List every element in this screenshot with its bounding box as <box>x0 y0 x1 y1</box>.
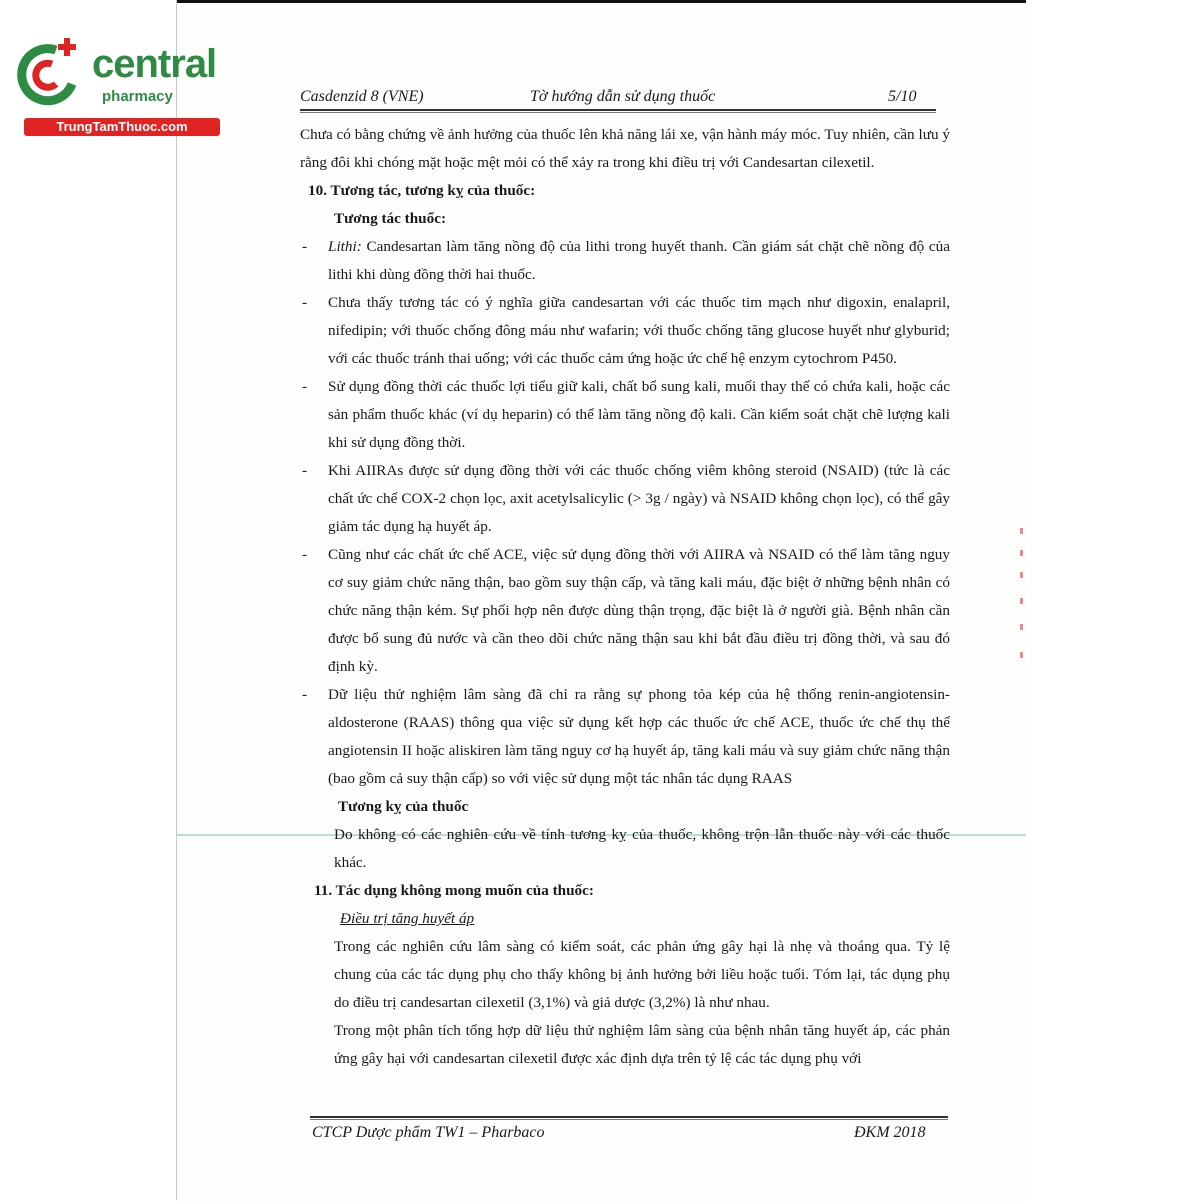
interaction-text: Cũng như các chất ức chế ACE, việc sử dụng đồng thời với AIIRA và NSAID có thể làm tăng nguy cơ suy giảm chức năng thận, bao gồm suy thận cấp, và tăng kali máu, đặc biệt ở những bệnh nhân có chức năng thận kém. Sự phối hợp nên được dùng thận trọng, đặc biệt là ở người già. Bệnh nhân cần được bổ sung đủ nước và cần theo dõi chức năng thận sau khi bắt đầu điều trị đồng thời, và sau đó định kỳ. <box>328 546 950 675</box>
footer-rule-thin <box>310 1119 948 1120</box>
header-page-number: 5/10 <box>888 88 917 105</box>
section-11-title: 11. Tác dụng không mong muốn của thuốc: <box>314 882 594 899</box>
interaction-text: Chưa thấy tương tác có ý nghĩa giữa candesartan với các thuốc tim mạch như digoxin, enalapril, nifedipin; với thuốc chống đông máu như wafarin; với thuốc chống tăng glucose huyết như glyburid; với các thuốc tránh thai uống; với các thuốc cảm ứng hoặc ức chế hệ enzym cytochrom P450. <box>328 294 950 367</box>
central-pharmacy-logo <box>12 38 217 138</box>
drug-interactions-heading: Tương tác thuốc: <box>334 210 447 227</box>
interaction-item-cardiac: - Chưa thấy tương tác có ý nghĩa giữa candesartan với các thuốc tim mạch như digoxin, enalapril, nifedipin; với thuốc chống đông máu như wafarin; với thuốc chống tăng glucose huyết như glyburid; với các thuốc tránh thai uống; với các thuốc cảm ứng hoặc ức chế hệ enzym cytochrom P450. <box>302 294 950 367</box>
interaction-text: Dữ liệu thử nghiệm lâm sàng đã chỉ ra rằng sự phong tỏa kép của hệ thống renin-angiotensin-aldosterone (RAAS) thông qua việc sử dụng kết hợp các thuốc ức chế ACE, thuốc ức chế thụ thể angiotensin II hoặc aliskiren làm tăng nguy cơ hạ huyết áp, tăng kali máu và suy giảm chức năng thận (bao gồm cả suy thận cấp) so với việc sử dụng một tác nhân tác dụng RAAS <box>328 686 950 787</box>
footer-registration: ĐKM 2018 <box>854 1124 926 1141</box>
lithium-label: Lithi: <box>328 238 362 255</box>
interaction-text: Sử dụng đồng thời các thuốc lợi tiểu giữ kali, chất bổ sung kali, muối thay thế có chứa kali, hoặc các sản phẩm thuốc khác (ví dụ heparin) có thể làm tăng nồng độ kali. Cần kiểm soát chặt chẽ lượng kali khi sử dụng đồng thời. <box>328 378 950 451</box>
interaction-item-nsaid: - Khi AIIRAs được sử dụng đồng thời với các thuốc chống viêm không steroid (NSAID) (tức là các chất ức chế COX-2 chọn lọc, axit acetylsalicylic (> 3g / ngày) và NSAID không chọn lọc), có thể gây giảm tác dụng hạ huyết áp. <box>302 462 950 535</box>
interaction-item-lithium: - Lithi: Candesartan làm tăng nồng độ của lithi trong huyết thanh. Cần giám sát chặt chẽ nồng độ của lithi khi dùng đồng thời hai thuốc. <box>302 238 950 283</box>
section-10-title: 10. Tương tác, tương kỵ của thuốc: <box>308 182 536 199</box>
interaction-item-raas: - Dữ liệu thử nghiệm lâm sàng đã chỉ ra rằng sự phong tỏa kép của hệ thống renin-angiotensin-aldosterone (RAAS) thông qua việc sử dụng kết hợp các thuốc ức chế ACE, thuốc ức chế thụ thể angiotensin II hoặc aliskiren làm tăng nguy cơ hạ huyết áp, tăng kali máu và suy giảm chức năng thận (bao gồm cả suy thận cấp) so với việc sử dụng một tác nhân tác dụng RAAS <box>302 686 950 787</box>
adverse-paragraph-2: Trong một phân tích tổng hợp dữ liệu thử nghiệm lâm sàng của bệnh nhân tăng huyết áp, các phản ứng gây hại với candesartan cilexetil được xác định dựa trên tỷ lệ các tác dụng phụ với <box>334 1022 950 1067</box>
document-body <box>300 121 950 1073</box>
intro-paragraph: Chưa có bằng chứng về ảnh hưởng của thuốc lên khả năng lái xe, vận hành máy móc. Tuy nhiên, cần lưu ý rằng đôi khi chóng mặt hoặc mệt mỏi có thể xảy ra trong khi điều trị với Candesartan cilexetil. <box>300 126 950 171</box>
interaction-item-potassium: - Sử dụng đồng thời các thuốc lợi tiểu giữ kali, chất bổ sung kali, muối thay thế có chứa kali, hoặc các sản phẩm thuốc khác (ví dụ heparin) có thể làm tăng nồng độ kali. Cần kiểm soát chặt chẽ lượng kali khi sử dụng đồng thời. <box>302 378 950 451</box>
footer-company: CTCP Dược phẩm TW1 – Pharbaco <box>312 1124 545 1141</box>
header-title: Tờ hướng dẫn sử dụng thuốc <box>530 88 716 105</box>
incompatibility-heading: Tương kỵ của thuốc <box>338 798 469 815</box>
header-rule <box>300 109 936 111</box>
pharmacy-cross-icon <box>12 38 82 108</box>
incompatibility-text: Do không có các nghiên cứu về tính tương kỵ của thuốc, không trộn lẫn thuốc này với các thuốc khác. <box>334 826 950 871</box>
scan-red-marks <box>1018 528 1026 668</box>
hypertension-subheading: Điều trị tăng huyết áp <box>340 910 475 927</box>
interaction-item-ace: - Cũng như các chất ức chế ACE, việc sử dụng đồng thời với AIIRA và NSAID có thể làm tăng nguy cơ suy giảm chức năng thận, bao gồm suy thận cấp, và tăng kali máu, đặc biệt ở những bệnh nhân có chức năng thận kém. Sự phối hợp nên được dùng thận trọng, đặc biệt là ở người già. Bệnh nhân cần được bổ sung đủ nước và cần theo dõi chức năng thận sau khi bắt đầu điều trị đồng thời, và sau đó định kỳ. <box>302 546 950 675</box>
logo-website: TrungTamThuoc.com <box>24 118 220 136</box>
header-product: Casdenzid 8 (VNE) <box>300 88 424 105</box>
interaction-text: Khi AIIRAs được sử dụng đồng thời với các thuốc chống viêm không steroid (NSAID) (tức là các chất ức chế COX-2 chọn lọc, axit acetylsalicylic (> 3g / ngày) và NSAID không chọn lọc), có thể gây giảm tác dụng hạ huyết áp. <box>328 462 950 535</box>
lithium-text: Candesartan làm tăng nồng độ của lithi trong huyết thanh. Cần giám sát chặt chẽ nồng độ của lithi khi dùng đồng thời hai thuốc. <box>328 238 950 283</box>
adverse-paragraph-1: Trong các nghiên cứu lâm sàng có kiểm soát, các phản ứng gây hại là nhẹ và thoáng qua. Tỷ lệ chung của các tác dụng phụ cho thấy không bị ảnh hưởng bởi liều hoặc tuổi. Tóm lại, tác dụng phụ do điều trị candesartan cilexetil (3,1%) và giả dược (3,2%) là như nhau. <box>334 938 950 1011</box>
header-rule-thin <box>300 112 936 113</box>
footer-rule <box>310 1116 948 1118</box>
logo-subtitle: pharmacy <box>102 88 173 105</box>
page-edge <box>176 0 177 1200</box>
logo-name: central <box>92 42 217 86</box>
